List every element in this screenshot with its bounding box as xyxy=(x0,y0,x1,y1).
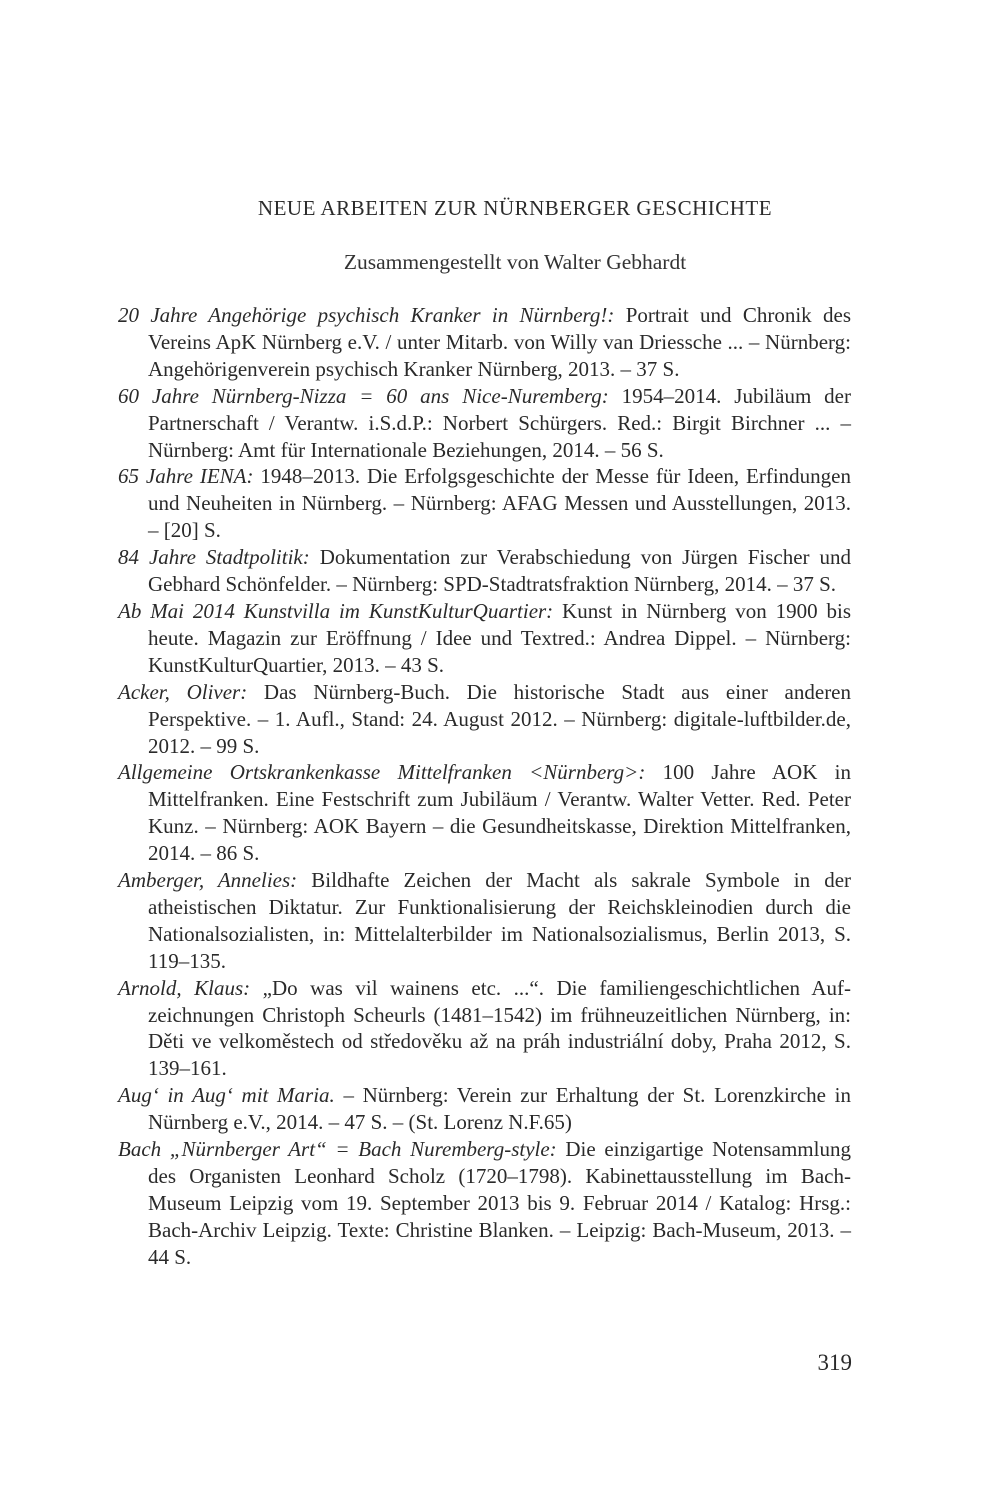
bibliography-entry xyxy=(118,975,851,1083)
entry-text: Portrait und Chronik des Vereins ApK Nürnberg e.V. / unter Mitarb. von Willy van Driessche ... – Nürnberg: Angehörigenverein psychisch Kranker Nürnberg, 2013. – 37 S. xyxy=(148,303,851,381)
entry-text: Dokumentation zur Verabschiedung von Jürgen Fischer und Gebhard Schönfelder. – Nürnberg: SPD-Stadtratsfraktion Nürnberg, 2014. – 37 S. xyxy=(148,545,851,597)
entry-lead: Amberger, Annelies: xyxy=(118,868,298,893)
entry-text: Die einzigartige Notensammlung des Organisten Leonhard Scholz (1720–1798). Kabinettausstellung im Bach-Museum Leipzig vom 19. September 2013 bis 9. Februar 2014 / Katalog: Hrsg.: Bach-Archiv Leipzig. Texte: Christine Blanken. – Leipzig: Bach-Museum, 2013. – 44 S. xyxy=(148,1137,851,1269)
page-number: 319 xyxy=(817,1350,852,1375)
entry-lead: Allgemeine Ortskrankenkasse Mittelfranken <Nürnberg>: xyxy=(118,760,646,785)
bibliography-entry xyxy=(118,383,851,464)
bibliography-entry xyxy=(118,1082,851,1136)
bibliography-entry xyxy=(118,463,851,544)
entry-text: Das Nürnberg-Buch. Die historische Stadt aus einer anderen Perspektive. – 1. Aufl., Stand: 24. August 2012. – Nürnberg: digitale-luftbilder.de, 2012. – 99 S. xyxy=(148,679,852,758)
entry-text: „Do was vil wainens etc. ...“. Die familiengeschichtlichen Aufzeichnungen Christoph Scheurls (1481–1542) im frühneuzeitlichen Nürnberg, in: Děti ve velkoměstech od středověku až na práh industriální doby, Praha 2012, S. 139–161. xyxy=(148,975,851,1081)
entry-lead: Acker, Oliver: xyxy=(118,679,248,704)
entry-lead: Aug‘ in Aug‘ mit Maria. xyxy=(118,1083,335,1108)
entry-text: Kunst in Nürnberg von 1900 bis heute. Magazin zur Eröffnung / Idee und Textred.: Andrea Dippel. – Nürnberg: KunstKulturQuartier, 2013. – 43 S. xyxy=(148,598,851,677)
bibliography-entry xyxy=(118,867,851,975)
entry-lead: Ab Mai 2014 Kunstvilla im KunstKulturQuartier: xyxy=(118,598,554,623)
entry-text: 100 Jahre AOK in Mittelfranken. Eine Festschrift zum Jubiläum / Verantw. Walter Vetter. Red. Peter Kunz. – Nürnberg: AOK Bayern – die Gesundheitskasse, Direktion Mittelfranken, 2014. – 86 S. xyxy=(148,760,852,866)
entry-text: 1954–2014. Jubiläum der Partnerschaft / Verantw. i.S.d.P.: Norbert Schürgers. Red.: Birgit Birchner ... – Nürnberg: Amt für Internationale Beziehungen, 2014. – 56 S. xyxy=(148,383,851,462)
entry-text: 1948–2013. Die Erfolgsgeschichte der Messe für Ideen, Erfindungen und Neuheiten in Nürnberg. – Nürnberg: AFAG Messen und Ausstellungen, 2013. – [20] S. xyxy=(148,464,851,543)
entry-text: – Nürnberg: Verein zur Erhaltung der St. Lorenzkirche in Nürnberg e.V., 2014. – 47 S. – (St. Lorenz N.F.65) xyxy=(148,1083,851,1135)
bibliography-entry xyxy=(118,544,851,598)
entry-lead: 60 Jahre Nürnberg-Nizza = 60 ans Nice-Nuremberg: xyxy=(118,383,609,408)
entry-lead: 65 Jahre IENA: xyxy=(118,464,254,489)
entry-lead: Bach „Nürnberger Art“ = Bach Nuremberg-style: xyxy=(118,1137,557,1162)
bibliography-entry xyxy=(118,679,851,760)
entry-text: Bildhafte Zeichen der Macht als sakrale Symbole in der atheistischen Diktatur. Zur Funktionalisierung der Reichskleinodien durch die Nationalsozialisten, in: Mittelalterbilder im Nationalsozialismus, Berlin 2013, S. 119–135. xyxy=(148,868,852,973)
entry-lead: Arnold, Klaus: xyxy=(118,975,251,1000)
page-title: NEUE ARBEITEN ZUR NÜRNBERGER GESCHICHTE xyxy=(257,196,773,220)
bibliography-entry xyxy=(118,759,851,867)
bibliography-entry xyxy=(118,1136,851,1271)
bibliography-entry xyxy=(118,598,851,679)
entry-lead: 20 Jahre Angehörige psychisch Kranker in Nürnberg!: xyxy=(118,303,615,327)
page-subtitle: Zusammengestellt von Walter Gebhardt xyxy=(343,250,687,274)
bibliography-entry xyxy=(118,302,851,383)
entry-lead: 84 Jahre Stadtpolitik: xyxy=(118,545,310,570)
bibliography-list xyxy=(118,302,851,1271)
